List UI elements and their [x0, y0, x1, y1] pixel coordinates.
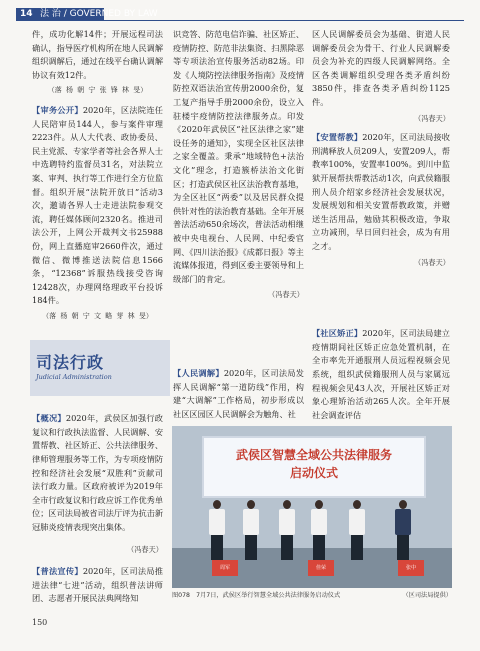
column-1-overview — [32, 404, 163, 562]
paragraph-text: 2020年，区司法局推进法律“七进”活动，组织普法讲师团、志愿者开展民法典网络知 — [32, 566, 163, 604]
page-header — [0, 8, 480, 24]
column-3-community-correction — [312, 319, 450, 431]
person-figure — [278, 500, 296, 560]
screen-title: 武侯区智慧全域公共法律服务 — [235, 448, 392, 462]
column-2 — [173, 28, 304, 308]
paragraph — [32, 412, 163, 534]
caption-text: 图078 7月7日，武侯区举行智慧全域公共法律服务启动仪式 — [172, 592, 341, 599]
column-1-legal-publicity — [32, 557, 163, 614]
paragraph — [312, 131, 450, 253]
author-line: （冯春天） — [268, 290, 304, 300]
section-tag: 【人民调解】 — [173, 368, 224, 379]
header-title: 法 治 / GOVERNED BY LAW — [40, 9, 158, 19]
person-figure — [242, 500, 260, 560]
name-sign: 佳荣 — [308, 560, 334, 576]
paragraph — [32, 565, 163, 606]
author-line: （冯春天） — [127, 544, 163, 554]
header-page-number: 14 — [20, 9, 33, 19]
paragraph-text: 2020年，区司法局发挥人民调解“第一道防线”作用，构建“大调解”工作格局，初步形成以社区区园区人民调解会为触角、社 — [173, 368, 304, 419]
section-heading-box — [30, 340, 170, 396]
paragraph: 件，成功化解14件；开展远程司法确认，指导医疗机构所在地人民调解组织调解后，通过在线平台确认调解协议有效12件。 — [32, 29, 164, 80]
paragraph — [32, 104, 163, 308]
paragraph-text: 2020年，区法院连任人民陪审员144人，参与案件审理2223件。从人大代表、政协委员、民主党派、专家学者等社会各界人士中选聘特约监督员31名，对法院立案、审判、执行等工作进行全方位监督。组织开展“法院开放日”活动3次，邀请各界人士走进法院参观交流，聘任媒体顾问2320名。推进司法公开，上网公开裁判文书25988份，网上直播庭审2660件次，通过微信、微博推送法院信息1566条，“12368”诉服热线接受咨询12428次，办理网络理政平台投诉184件。 — [32, 104, 164, 306]
screen-subtitle: 启动仪式 — [289, 466, 338, 480]
section-title: 司法行政 — [36, 353, 105, 372]
section-tag: 【审务公开】 — [32, 104, 83, 115]
section-tag: 【安置帮教】 — [312, 132, 363, 143]
paragraph: 识竞答、防范电信诈骗、社区矫正、疫情防控、防范非法集资、扫黑除恶等专项法治宣传服务活动82场。印发《人境防控法律服务指南》及疫情防控双语法治宣传册2000余份，复工复产指导手册2000余份，设立入驻楼宇疫情防控法律服务点。印发《2020年武侯区“社区法律之家”建设任务的通知》，实现全区社区法律之家全覆盖。秉承“地域特色+法治文化”理念，打造簇桥法治文化街区；打造武侯区社区法治教育基地，为全区社区“两委”以及居民群众提供针对性的法治教育基础。全年开展普法活动650余场次，普法活动相继被中央电视台、人民网、中纪委官网、《四川法治报》《成都日报》等主流媒体报道，得到区委主要领导和上级部门的肯定。 — [173, 29, 305, 284]
person-figure — [310, 500, 328, 560]
column-3 — [312, 28, 450, 275]
section-subtitle: Judicial Administration — [36, 373, 112, 381]
paragraph: 区人民调解委员会为基础、街道人民调解委员会为骨干、行业人民调解委员会为补充的四级人民调解网络。全区各类调解组织受理各类矛盾纠纷3850件，排查各类矛盾纠纷1125件。 — [312, 29, 450, 107]
photo-caption — [172, 590, 452, 599]
author-line: （落 杨 朝 宁 张 锋 林 旻） — [47, 86, 148, 95]
section-tag: 【概况】 — [32, 413, 66, 424]
author-line: （冯春天） — [414, 113, 450, 123]
name-sign: 周军 — [212, 560, 238, 576]
section-tag: 【普法宣传】 — [32, 566, 83, 577]
author-line: （落 杨 朝 宁 文 略 芽 林 旻） — [42, 311, 153, 320]
column-2-mediation — [173, 359, 304, 430]
author-line: （冯春天） — [414, 257, 450, 267]
person-figure — [348, 500, 366, 560]
column-1 — [32, 28, 163, 329]
paragraph — [173, 367, 304, 421]
paragraph — [312, 327, 450, 422]
stage-screen — [202, 436, 426, 498]
event-photo — [172, 426, 452, 588]
name-sign: 张中 — [398, 560, 424, 576]
caption-credit: （区司法局提供） — [402, 592, 452, 599]
paragraph-text: 2020年，区司法局建立疫情期间社区矫正应急处置机制，在全市率先开通服刑人员远程视频会见系统，组织武侯籍服刑人员与家属远程视频会见43人次，开展社区矫正对象心理矫治活动265人次。全年开展社会调查评估 — [312, 328, 450, 420]
paragraph-text: 2020年，区司法局接收刑满释放人员209人，安置209人，帮教率100%，安置率100%。到川中监狱开展帮扶帮教活动1次，向武侯籍服刑人员介绍家乡经济社会发展状况，发展规划和相关安置帮教政策，并赠送生活用品，勉励其积极改造，争取立功减刑，早日回归社会，成为有用之才。 — [312, 132, 450, 251]
person-figure — [208, 500, 226, 560]
paragraph-text: 2020年，武侯区加强行政复议和行政执法监督、人民调解、安置帮教、社区矫正、公共法律服务、律师管理服务等工作，为专项疫情防控和经济社会发展“双胜利”贡献司法行政力量。区政府被评为2019年全市行政复议和行政应诉工作优秀单位；区司法局被省司法厅评为抗击新冠肺炎疫情表现突出集体。 — [32, 413, 164, 532]
page-number: 150 — [32, 618, 48, 627]
section-tag: 【社区矫正】 — [312, 328, 363, 339]
person-figure — [394, 500, 412, 560]
